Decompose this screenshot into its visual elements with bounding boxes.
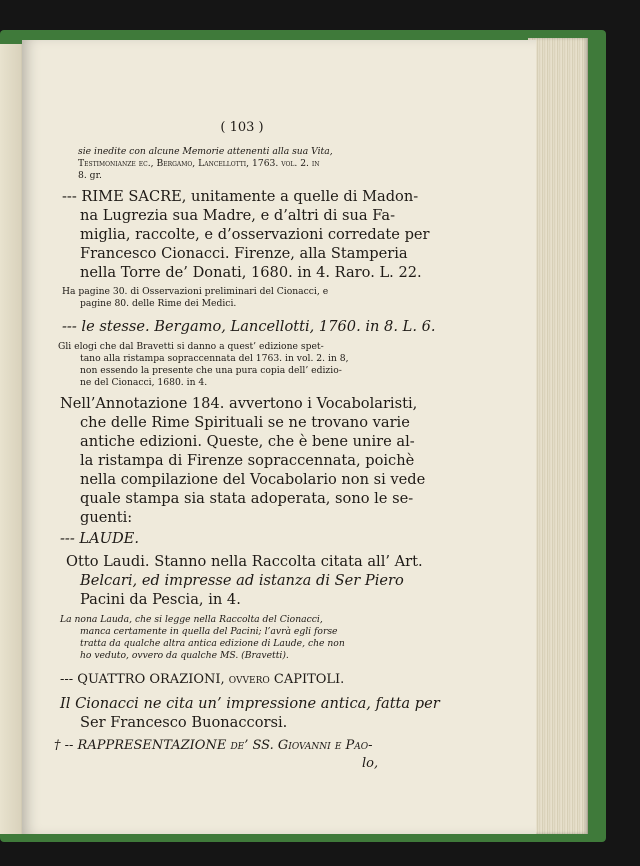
text-line: la ristampa di Firenze sopraccennata, poichè	[80, 452, 415, 469]
text-line: quale stampa sia stata adoperata, sono le se-	[80, 490, 414, 507]
text-line: Belcari, ed impresse ad istanza di Ser Piero	[80, 572, 404, 589]
text-line: non essendo la presente che una pura copia dell’ edizio-	[80, 365, 342, 376]
text-line: manca certamente in quella del Pacini; l’avrà egli forse	[80, 626, 338, 637]
text-line: Pacini da Pescia, in 4.	[80, 591, 241, 608]
text-line: --- QUATTRO ORAZIONI, ovvero CAPITOLI.	[60, 672, 345, 687]
text-line: lo,	[362, 756, 379, 771]
text-line: Otto Laudi. Stanno nella Raccolta citata all’ Art.	[66, 553, 423, 570]
text-line: 8. gr.	[78, 170, 102, 181]
text-line: Francesco Cionacci. Firenze, alla Stamperia	[80, 245, 408, 262]
text-line: sie inedite con alcune Memorie attenenti alla sua Vita,	[78, 146, 333, 157]
text-line: miglia, raccolte, e d’osservazioni corredate per	[80, 226, 430, 243]
text-line: tratta da qualche altra antica edizione di Laude, che non	[80, 638, 345, 649]
text-line: † -- RAPPRESENTAZIONE de’ SS. Giovanni e Pao-	[54, 738, 373, 753]
text-line: nella Torre de’ Donati, 1680. in 4. Raro. L. 22.	[80, 264, 422, 281]
text-line: che delle Rime Spirituali se ne trovano varie	[80, 414, 410, 431]
text-line: pagine 80. delle Rime dei Medici.	[80, 298, 237, 309]
text-line: Il Cionacci ne cita un’ impressione antica, fatta per	[60, 695, 440, 712]
text-line: Testimonianze ec., Bergamo, Lancellotti, 1763. vol. 2. in	[78, 158, 320, 169]
page-number: ( 103 )	[220, 120, 264, 135]
text-line: Ser Francesco Buonaccorsi.	[80, 714, 288, 731]
text-line: La nona Lauda, che si legge nella Raccolta del Cionacci,	[60, 614, 323, 625]
text-line: Nell’Annotazione 184. avvertono i Vocabolaristi,	[60, 395, 418, 412]
text-line: Gli elogi che dal Bravetti si danno a quest’ edizione spet-	[58, 341, 324, 352]
text-line: --- LAUDE.	[60, 530, 139, 547]
text-line: nella compilazione del Vocabolario non si vede	[80, 471, 426, 488]
text-line: guenti:	[80, 509, 133, 526]
text-line: --- RIME SACRE, unitamente a quelle di Madon-	[62, 188, 419, 205]
text-line: Ha pagine 30. di Osservazioni preliminari del Cionacci, e	[62, 286, 329, 297]
text-line: tano alla ristampa sopraccennata del 1763. in vol. 2. in 8,	[80, 353, 349, 364]
text-line: antiche edizioni. Queste, che è bene unire al-	[80, 433, 415, 450]
text-line: ho veduto, ovvero da qualche MS. (Bravetti).	[80, 650, 289, 661]
text-line: --- le stesse. Bergamo, Lancellotti, 1760. in 8. L. 6.	[62, 318, 436, 335]
text-line: ne del Cionacci, 1680. in 4.	[80, 377, 208, 388]
page-edges	[528, 38, 588, 834]
text-line: na Lugrezia sua Madre, e d’altri di sua Fa-	[80, 207, 395, 224]
book-page	[22, 40, 536, 834]
